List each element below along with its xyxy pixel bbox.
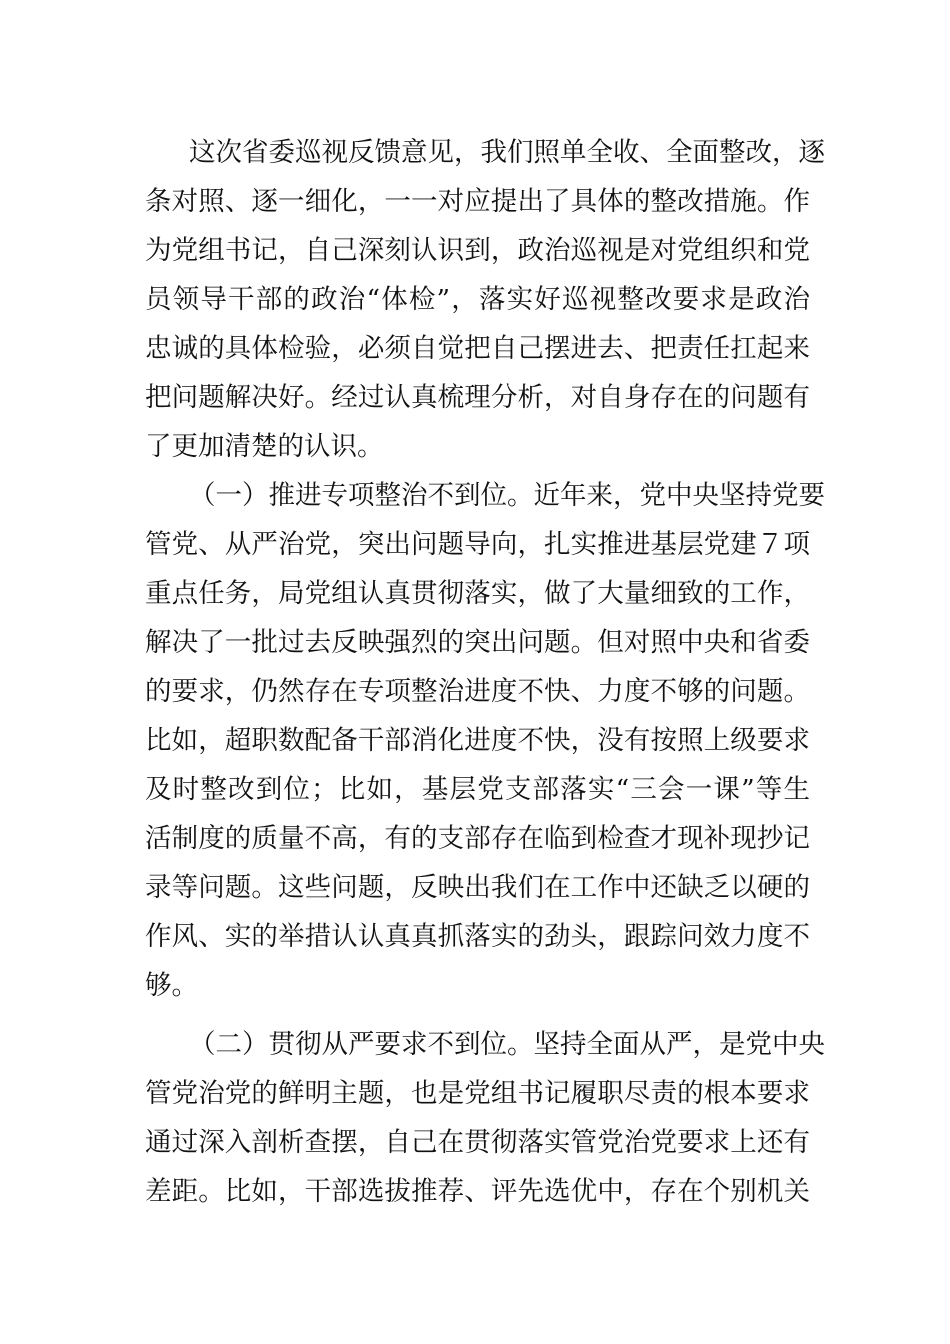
- paragraph-1-line-5: 忠诚的具体检验，必须自觉把自己摆进去、把责任扛起来: [145, 333, 810, 364]
- paragraph-2-line-5: 的要求，仍然存在专项整治进度不快、力度不够的问题。: [145, 676, 810, 707]
- paragraph-1-line-4: 员领导干部的政治“体检”，落实好巡视整改要求是政治: [145, 284, 810, 315]
- paragraph-1-line-3: 为党组书记，自己深刻认识到，政治巡视是对党组织和党: [145, 235, 810, 266]
- paragraph-2-line-10: 作风、实的举措认认真真抓落实的劲头，跟踪问效力度不: [145, 921, 810, 952]
- paragraph-2-line-2: 管党、从严治党，突出问题导向，扎实推进基层党建７项: [145, 529, 810, 560]
- paragraph-2-line-8: 活制度的质量不高，有的支部存在临到检查才现补现抄记: [145, 823, 810, 854]
- paragraph-1-line-1: 这次省委巡视反馈意见，我们照单全收、全面整改，逐: [189, 137, 825, 168]
- paragraph-2-line-3: 重点任务，局党组认真贯彻落实，做了大量细致的工作，: [145, 578, 810, 609]
- paragraph-2-line-6: 比如，超职数配备干部消化进度不快，没有按照上级要求: [145, 725, 810, 756]
- paragraph-1-line-6: 把问题解决好。经过认真梳理分析，对自身存在的问题有: [145, 382, 810, 413]
- paragraph-3-line-2: 管党治党的鲜明主题，也是党组书记履职尽责的根本要求: [145, 1078, 810, 1109]
- paragraph-2-line-9: 录等问题。这些问题，反映出我们在工作中还缺乏以硬的: [145, 872, 810, 903]
- paragraph-1-line-2: 条对照、逐一细化，一一对应提出了具体的整改措施。作: [145, 186, 810, 217]
- paragraph-2-line-4: 解决了一批过去反映强烈的突出问题。但对照中央和省委: [145, 627, 810, 658]
- paragraph-2-line-7: 及时整改到位；比如，基层党支部落实“三会一课”等生: [145, 774, 810, 805]
- paragraph-3-line-1: （二）贯彻从严要求不到位。坚持全面从严，是党中央: [189, 1029, 825, 1060]
- paragraph-2-line-1: （一）推进专项整治不到位。近年来，党中央坚持党要: [189, 480, 825, 511]
- paragraph-3-line-4: 差距。比如，干部选拔推荐、评先选优中，存在个别机关: [145, 1176, 810, 1207]
- paragraph-2-line-11: 够。: [145, 970, 198, 1001]
- paragraph-3-line-3: 通过深入剖析查摆，自己在贯彻落实管党治党要求上还有: [145, 1127, 810, 1158]
- paragraph-1-line-7: 了更加清楚的认识。: [145, 431, 384, 462]
